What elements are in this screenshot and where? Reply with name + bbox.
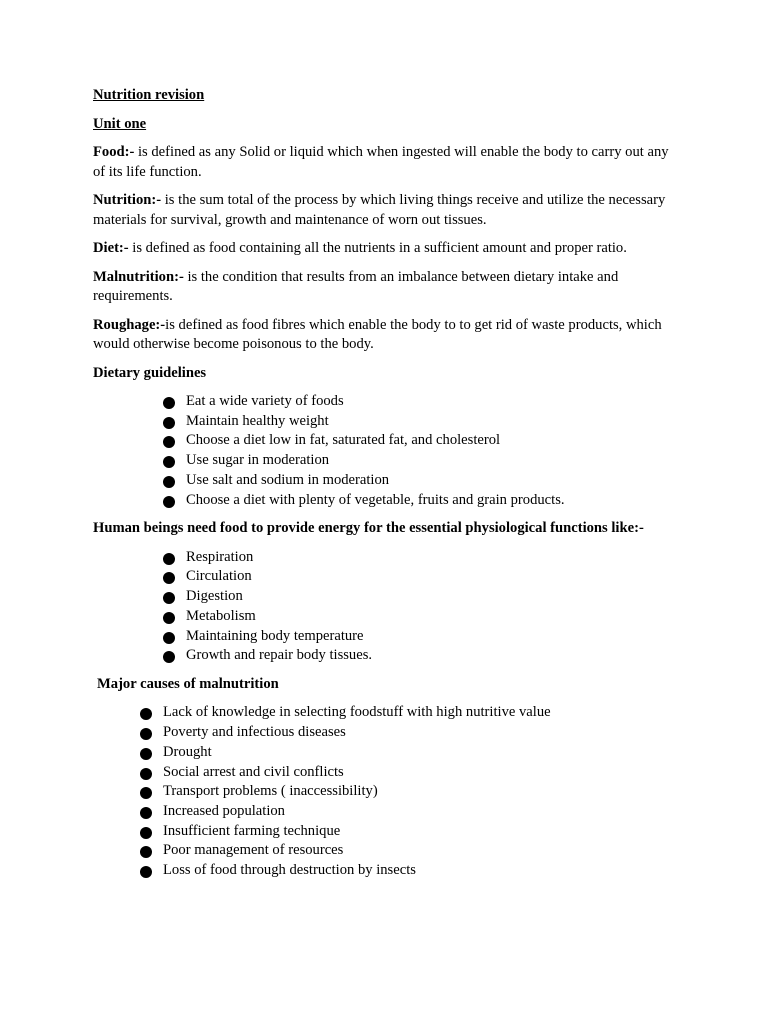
list-item [93, 646, 683, 666]
list-item [93, 412, 683, 432]
functions-heading: Human beings need food to provide energy for the essential physiological functions like:- [93, 520, 644, 537]
bullet-icon [163, 632, 175, 644]
bullet-icon [140, 827, 152, 839]
causes-list [93, 703, 683, 880]
definition-term: Malnutrition:- [93, 268, 184, 285]
list-item [93, 548, 683, 568]
list-item-text: Respiration [186, 548, 254, 565]
definition-text: is defined as food fibres which enable the body to to get rid of waste products, which would otherwise become poisonous to the body. [93, 316, 662, 352]
list-item-text: Metabolism [186, 607, 256, 624]
list-item-text: Growth and repair body tissues. [186, 647, 373, 664]
list-item-text: Poor management of resources [163, 842, 344, 859]
list-item [93, 802, 683, 822]
unit-heading: Unit one [93, 115, 147, 132]
definition-term: Roughage:- [93, 316, 166, 333]
list-item-text: Poverty and infectious diseases [163, 724, 346, 741]
definition-term: Diet:- [93, 240, 129, 256]
bullet-icon [163, 417, 175, 429]
bullet-icon [140, 768, 152, 780]
bullet-icon [140, 787, 152, 799]
list-item-text: Transport problems ( inaccessibility) [163, 783, 378, 800]
list-item-text: Insufficient farming technique [163, 822, 341, 839]
list-item-text: Use salt and sodium in moderation [186, 471, 390, 488]
bullet-icon [163, 436, 175, 448]
bullet-icon [163, 651, 175, 663]
list-item [93, 703, 683, 723]
causes-heading: Major causes of malnutrition [97, 675, 279, 692]
list-item [93, 587, 683, 607]
bullet-icon [163, 612, 175, 624]
list-item [93, 607, 683, 627]
document-page [93, 86, 683, 890]
list-item [93, 861, 683, 881]
list-item-text: Circulation [186, 568, 252, 585]
list-item-text: Choose a diet with plenty of vegetable, fruits and grain products. [186, 491, 565, 508]
list-item [93, 491, 683, 511]
definition-text: is the condition that results from an imbalance between dietary intake and requirements. [93, 268, 619, 304]
list-item [93, 723, 683, 743]
bullet-icon [163, 572, 175, 584]
definition-diet [93, 239, 683, 259]
definition-text: is defined as food containing all the nutrients in a sufficient amount and proper ratio. [128, 240, 627, 256]
list-item [93, 822, 683, 842]
list-item-text: Loss of food through destruction by insects [163, 862, 416, 879]
bullet-icon [140, 866, 152, 878]
bullet-icon [163, 476, 175, 488]
definition-food [93, 143, 683, 182]
list-item-text: Choose a diet low in fat, saturated fat, and cholesterol [186, 432, 501, 449]
bullet-icon [163, 496, 175, 508]
list-item [93, 782, 683, 802]
list-item [93, 471, 683, 491]
document-title: Nutrition revision [93, 87, 205, 103]
definition-nutrition [93, 191, 683, 230]
bullet-icon [163, 592, 175, 604]
bullet-icon [163, 456, 175, 468]
list-item [93, 567, 683, 587]
list-item [93, 451, 683, 471]
bullet-icon [140, 728, 152, 740]
functions-list [93, 548, 683, 666]
bullet-icon [140, 807, 152, 819]
dietary-guidelines-list [93, 392, 683, 510]
definition-roughage [93, 316, 683, 355]
bullet-icon [140, 708, 152, 720]
list-item-text: Drought [163, 743, 212, 760]
list-item [93, 431, 683, 451]
bullet-icon [163, 397, 175, 409]
list-item-text: Maintain healthy weight [186, 412, 329, 429]
list-item-text: Maintaining body temperature [186, 627, 364, 644]
list-item [93, 627, 683, 647]
list-item [93, 841, 683, 861]
bullet-icon [140, 748, 152, 760]
list-item-text: Eat a wide variety of foods [186, 393, 344, 409]
definition-text: is the sum total of the process by which living things receive and utilize the necessary materials for survival, growth and maintenance of worn out tissues. [93, 192, 666, 228]
list-item [93, 763, 683, 783]
bullet-icon [140, 846, 152, 858]
list-item [93, 392, 683, 412]
bullet-icon [163, 553, 175, 565]
definition-text: is defined as any Solid or liquid which when ingested will enable the body to carry out any of its life function. [93, 144, 669, 180]
list-item-text: Social arrest and civil conflicts [163, 763, 344, 780]
list-item-text: Use sugar in moderation [186, 452, 330, 469]
list-item [93, 743, 683, 763]
list-item-text: Increased population [163, 802, 285, 819]
definition-term: Food:- [93, 144, 135, 160]
list-item-text: Digestion [186, 588, 243, 605]
definition-term: Nutrition:- [93, 192, 162, 208]
list-item-text: Lack of knowledge in selecting foodstuff with high nutritive value [163, 704, 551, 721]
dietary-guidelines-heading: Dietary guidelines [93, 364, 207, 381]
definition-malnutrition [93, 268, 683, 307]
